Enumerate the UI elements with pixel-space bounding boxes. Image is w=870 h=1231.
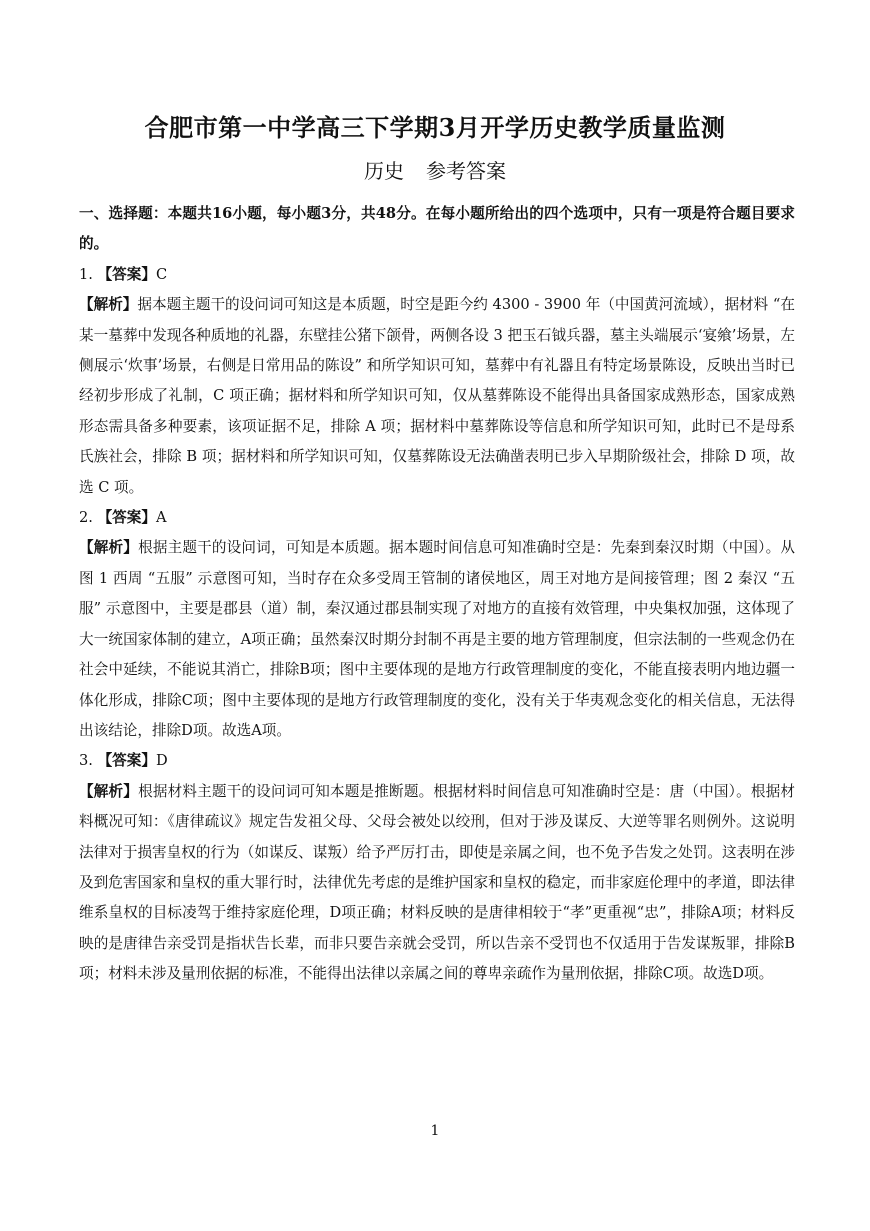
question-2-answer-tag: 【答案】 <box>97 509 156 527</box>
question-3-analysis <box>79 777 795 990</box>
document-title: 合肥市第一中学高三下学期3月开学历史教学质量监测 <box>144 113 726 142</box>
subject-label: 历史 <box>364 159 404 183</box>
document-body <box>79 199 795 990</box>
document-subtitle <box>0 156 870 186</box>
question-1-analysis-text: 据本题主题干的设问词可知这是本质题，时空是距今约 4300 - 3900 年（中国黄河流域），据材料 “在某一墓葬中发现各种质地的礼器，东壁挂公猪下颌骨，两侧各设 3 把玉石钺兵器，墓主头端展示‘宴飨’场景，左侧展示‘炊事’场景，右侧是日常用品的陈设” 和所学知识可知，墓葬中有礼器且有特定场景陈设，反映出当时已经初步形成了礼制，C 项正确；据材料和所学知识可知，仅从墓葬陈设不能得出具备国家成熟形态，国家成熟形态需具备多种要素，该项证据不足，排除 A 项；据材料中墓葬陈设等信息和所学知识可知，此时已不是母系氏族社会，排除 B 项；据材料和所学知识可知，仅墓葬陈设无法确凿表明已步入早期阶级社会，排除 D 项，故选 C 项。 <box>79 296 795 496</box>
question-2-number: 2. <box>79 509 93 527</box>
question-2-answer-value: A <box>155 509 167 527</box>
question-1-answer-tag: 【答案】 <box>97 265 156 283</box>
question-3-answer <box>79 746 795 776</box>
question-2-analysis-text: 根据主题干的设问词，可知是本质题。据本题时间信息可知准确时空是：先秦到秦汉时期（中国）。从图 1 西周 “五服” 示意图可知，当时存在众多受周王管制的诸侯地区，周王对地方是间接管理；图 2 秦汉 “五服” 示意图中，主要是郡县（道）制，秦汉通过郡县制实现了对地方的直接有效管理，中央集权加强，这体现了大一统国家体制的建立，A项正确；虽然秦汉时期分封制不再是主要的地方管理制度，但宗法制的一些观念仍在社会中延续，不能说其消亡，排除B项；图中主要体现的是地方行政管理制度的变化，不能直接表明内地边疆一体化形成，排除C项；图中主要体现的是地方行政管理制度的变化，没有关于华夷观念变化的相关信息，无法得出该结论，排除D项。故选A项。 <box>79 539 795 739</box>
question-1-answer-value: C <box>155 265 168 283</box>
question-3-analysis-text: 根据材料主题干的设问词可知本题是推断题。根据材料时间信息可知准确时空是：唐（中国）。根据材料概况可知：《唐律疏议》规定告发祖父母、父母会被处以绞刑，但对于涉及谋反、大逆等罪名则例外。这说明法律对于损害皇权的行为（如谋反、谋叛）给予严厉打击，即使是亲属之间，也不免予告发之处罚。这表明在涉及到危害国家和皇权的重大罪行时，法律优先考虑的是维护国家和皇权的稳定，而非家庭伦理中的孝道，即法律维系皇权的目标凌驾于维持家庭伦理，D项正确；材料反映的是唐律相较于“孝”更重视“忠”，排除A项；材料反映的是唐律告亲受罚是指状告长辈，而非只要告亲就会受罚，所以告亲不受罚也不仅适用于告发谋叛罪，排除B项；材料未涉及量刑依据的标准，不能得出法律以亲属之间的尊卑亲疏作为量刑依据，排除C项。故选D项。 <box>79 782 795 983</box>
page-number: 1 <box>430 1123 440 1139</box>
question-3-number: 3. <box>79 752 93 770</box>
question-2-analysis <box>79 533 795 746</box>
question-2-answer <box>79 503 795 533</box>
section-heading: 一、选择题：本题共16小题，每小题3分，共48分。在每小题所给出的四个选项中，只有一项是符合题目要求的。 <box>79 205 795 253</box>
question-1-analysis-tag: 【解析】 <box>79 296 138 314</box>
question-1-answer <box>79 260 795 290</box>
question-1-analysis <box>79 290 795 503</box>
question-2-analysis-tag: 【解析】 <box>79 539 139 557</box>
question-3-analysis-tag: 【解析】 <box>79 782 139 800</box>
question-3-answer-tag: 【答案】 <box>97 752 156 770</box>
question-1-number: 1. <box>79 265 93 283</box>
question-3-answer-value: D <box>155 752 168 770</box>
answer-key-label: 参考答案 <box>426 159 506 183</box>
